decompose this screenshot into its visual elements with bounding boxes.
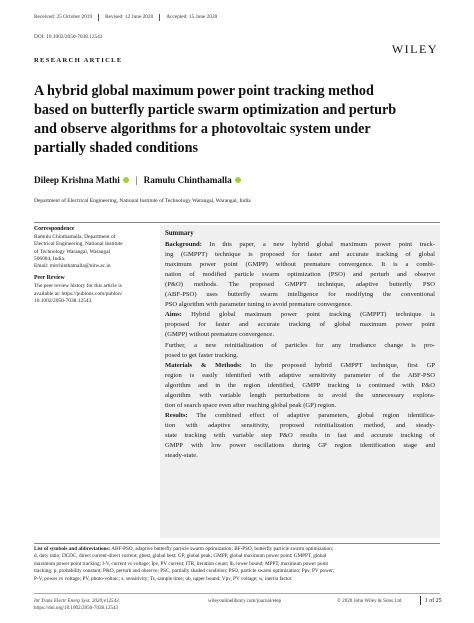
symbols-line: maximum power point tracking; I-V, current vs voltage; Ipv, PV current; ITR, iteration count; lb, lower bound; MPPT, maximum power point	[34, 560, 329, 567]
summary-line	[165, 381, 435, 391]
affiliation: Department of Electrical Engineering, National Institute of Technology Warangal, Warangal, India	[34, 198, 251, 204]
peer-review-line: The peer review history for this article is	[34, 283, 122, 290]
summary-line-text: algorithm and in the region identified, GMPP tracking is continued with P&O	[165, 381, 435, 389]
title-line: A hybrid global maximum power point tracking method	[34, 83, 374, 99]
paper-title	[34, 82, 444, 158]
journal-citation	[34, 598, 120, 612]
summary-line	[165, 371, 435, 381]
summary-line-text: Hybrid global maximum power point tracking (GMPPT) technique is	[181, 311, 435, 319]
summary-line-text: nation of modified particle swarm optimization (PSO) and perturb and observe	[165, 271, 435, 279]
summary-line-text: In this paper, a new hybrid global maximum power point track-	[201, 241, 435, 249]
summary-line-text: Further, a new reinitialization of particles for any irradiance change is pro-	[165, 341, 435, 349]
summary-line	[165, 391, 435, 401]
divider	[34, 543, 440, 544]
author-separator: |	[135, 175, 138, 185]
summary-line-text: region is easily identified with adaptive sensitivity parameter of the ABF-PSO	[165, 371, 435, 379]
divider	[420, 596, 421, 605]
summary-line	[165, 240, 435, 250]
symbols-line: tracking; p, probability constant; P&O, perturb and observe; PSC, partially shaded condition; PSO, particle swarm optimization; Ppv, PV power;	[34, 568, 335, 575]
symbols-text: ABF-PSO, adaptive butterfly particle swarm optimization; BF-PSO, butterfly particle swarm optimization;	[110, 546, 334, 552]
correspondence-line: 506004, India.	[34, 255, 66, 262]
summary-line	[165, 341, 435, 351]
summary-line-text: ing (GMPPT) technique is proposed for faster and accurate tracking of global	[165, 251, 435, 259]
summary-line	[165, 320, 435, 330]
correspondence-email[interactable]: Email: mitchinthamalla@nitw.ac.in	[34, 263, 111, 270]
symbols-line: P-V, power vs voltage; PV, photo-voltaic; s, sensitivity; Ts, sample time; ub, upper bound; Vpv, PV voltage; w, inertia factor.	[34, 575, 293, 582]
page-number	[420, 596, 442, 605]
summary-line	[165, 330, 435, 340]
summary-line	[165, 260, 435, 270]
journal-name: Int Trans Electr Energ Syst. 2020;e12543.	[34, 598, 120, 604]
sidebar-notes	[34, 226, 152, 310]
peer-review-link[interactable]: available at: https://publons.com/publon/	[34, 290, 123, 297]
summary-line-text: The combined effect of adaptive parameters, global region identifica-	[187, 411, 435, 419]
title-line: based on butterfly particle swarm optimization and perturb	[34, 102, 397, 118]
summary-line-text: GMPP with low power oscillations during GP region identification stage and	[165, 441, 435, 449]
summary-line	[165, 290, 435, 300]
symbols-line: d, duty ratio; DCDC, direct current-direct current; gbest, global best; GP, global peak; GMPP, global maximum power point; GMPPT, global	[34, 553, 327, 560]
summary-line-text: (P&O) methods. The proposed GMPPT technique, adaptive butterfly PSO	[165, 281, 435, 289]
summary-line	[165, 270, 435, 280]
article-type: RESEARCH ARTICLE	[34, 57, 123, 64]
correspondence-line: Electrical Engineering, National Institute	[34, 241, 123, 248]
summary-section-label: Background:	[165, 241, 202, 249]
peer-review-heading: Peer Review	[34, 275, 65, 282]
summary-line	[165, 351, 435, 361]
peer-review-link[interactable]: 10.1002/2050-7038.12543.	[34, 297, 93, 304]
summary-line	[165, 401, 435, 411]
correspondence-block	[34, 226, 152, 270]
summary-line-text: In the proposed hybrid GMPPT technique, first GP	[241, 361, 436, 369]
doi-label[interactable]: DOI: 10.1002/2050-7038.12543	[34, 34, 103, 40]
author-name[interactable]: Ramulu Chinthamalla	[143, 175, 232, 185]
summary-section-label: Materials & Methods:	[165, 361, 242, 369]
author-list	[34, 175, 248, 185]
correspondence-line: Ramulu Chinthamalla, Department of	[34, 234, 116, 241]
doi-link[interactable]: https://doi.org/10.1002/2050-7038.12543	[34, 604, 119, 611]
summary-line-text: PSO algorithm with parameter tuning to avoid premature convergence.	[165, 301, 353, 309]
summary-line	[165, 361, 435, 371]
symbols-list	[34, 546, 440, 583]
symbols-line	[34, 546, 440, 553]
summary-line	[165, 300, 435, 310]
copyright: © 2020 John Wiley & Sons Ltd	[337, 598, 402, 604]
summary-text	[165, 240, 435, 461]
summary-line	[165, 310, 435, 320]
page-count: 1 of 25	[424, 597, 442, 604]
summary-line-text: tion of search space even after reaching global peak (GP) region.	[165, 401, 337, 409]
author-name[interactable]: Dileep Krishna Mathi	[34, 175, 120, 185]
summary-line	[165, 250, 435, 260]
summary-line	[165, 421, 435, 431]
summary-line-text: proposed for faster and accurate tracking of global maximum power point	[165, 321, 435, 329]
summary-line-text: (ABF-PSO) uses butterfly swarm intelligence for modifying the conventional	[165, 291, 435, 299]
revised-date: Revised: 12 June 2020	[99, 14, 160, 21]
divider	[34, 222, 440, 223]
received-date: Received: 25 October 2019	[34, 14, 99, 21]
summary-line	[165, 280, 435, 290]
peer-review-block	[34, 275, 152, 305]
publisher-logo: WILEY	[391, 42, 438, 56]
summary-line-text: steady-state.	[165, 452, 198, 460]
summary-line-text: posed to get faster tracking.	[165, 351, 239, 359]
correspondence-heading: Correspondence	[34, 226, 75, 232]
summary-line-text: tion with adaptive sensitivity, proposed reinitialization method, and steady-	[165, 421, 435, 429]
summary-line	[165, 411, 435, 421]
divider	[34, 593, 440, 594]
symbols-heading: List of symbols and abbreviations:	[34, 546, 111, 552]
orcid-icon[interactable]	[123, 177, 129, 183]
summary-section-label: Results:	[165, 411, 188, 419]
title-line: partially shaded conditions	[34, 140, 198, 156]
orcid-icon[interactable]	[235, 177, 241, 183]
accepted-date: Accepted: 15 June 2020	[166, 14, 218, 20]
journal-site-link[interactable]: wileyonlinelibrary.com/journal/etep	[208, 598, 282, 604]
summary-line	[165, 441, 435, 451]
summary-box	[160, 225, 440, 538]
summary-line	[165, 451, 435, 461]
summary-section-label: Aims:	[165, 311, 182, 319]
summary-line-text: (GMPP) without premature convergence.	[165, 331, 275, 339]
summary-heading: Summary	[165, 230, 194, 237]
title-line: and observe algorithms for a photovoltaic system under	[34, 121, 371, 137]
summary-line-text: maximum power point (GMPP) without premature convergence. It is a combi-	[165, 261, 435, 269]
summary-line-text: state tracking with variable step P&O results in fast and accurate tracking of	[165, 431, 435, 439]
summary-line	[165, 431, 435, 441]
summary-line-text: algorithm with variable length perturbations to avoid the unnecessary explora-	[165, 391, 435, 399]
correspondence-line: of Technology Warangal, Warangal	[34, 248, 110, 255]
article-dates	[34, 14, 223, 21]
